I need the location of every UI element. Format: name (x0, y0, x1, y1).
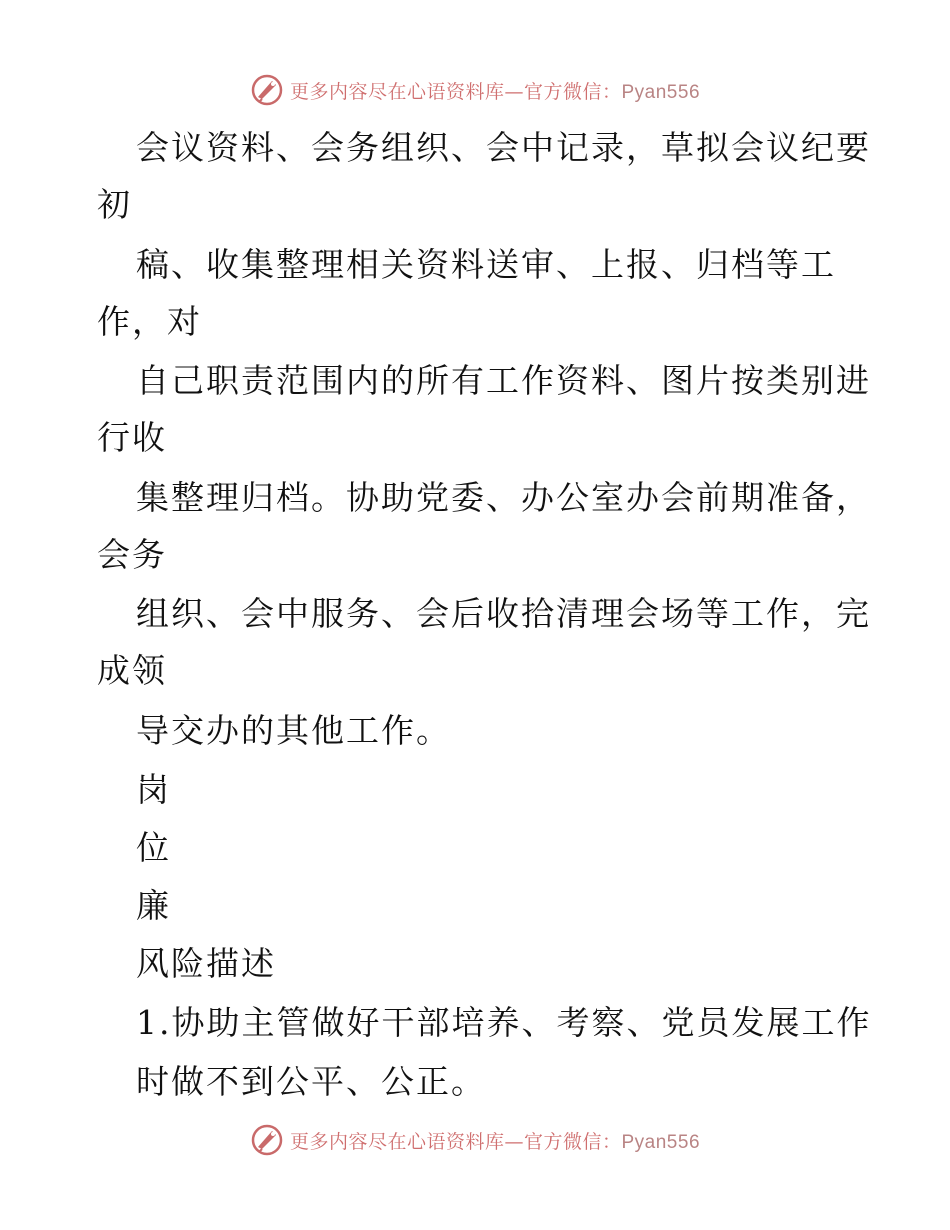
heading-char: 岗 (136, 770, 171, 809)
paragraph-line: 组织、会中服务、会后收拾清理会场等工作，完 (136, 594, 871, 633)
section-heading: 风险描述 (136, 944, 276, 983)
quill-pen-seal-icon (250, 1123, 284, 1157)
paragraph-line: 作，对 (97, 302, 202, 341)
paragraph-line: 成领 (97, 651, 167, 690)
footer-watermark (0, 1120, 950, 1160)
paragraph-line: 自己职责范围内的所有工作资料、图片按类别进 (136, 361, 871, 400)
watermark-wechat-id: Pyan556 (621, 1131, 701, 1153)
header-watermark (0, 70, 950, 110)
quill-pen-seal-icon (250, 73, 284, 107)
paragraph-line: 集整理归档。协助党委、办公室办会前期准备， (136, 478, 871, 517)
risk-item-line: 1.协助主管做好干部培养、考察、党员发展工作 (136, 1003, 872, 1042)
heading-char: 位 (136, 828, 171, 867)
paragraph-line: 稿、收集整理相关资料送审、上报、归档等工 (136, 245, 836, 284)
watermark-text: 更多内容尽在心语资料库—官方微信：Pyan556 (289, 1130, 701, 1153)
paragraph-line: 初 (97, 185, 132, 224)
paragraph-line: 行收 (97, 418, 167, 457)
risk-item-line: 时做不到公平、公正。 (136, 1062, 486, 1101)
paragraph-line: 会务 (97, 535, 167, 574)
watermark-text: 更多内容尽在心语资料库—官方微信：Pyan556 (289, 80, 701, 103)
watermark-wechat-id: Pyan556 (621, 81, 701, 103)
paragraph-line: 导交办的其他工作。 (136, 711, 451, 750)
heading-char: 廉 (136, 886, 171, 925)
paragraph-line: 会议资料、会务组织、会中记录，草拟会议纪要 (136, 128, 871, 167)
